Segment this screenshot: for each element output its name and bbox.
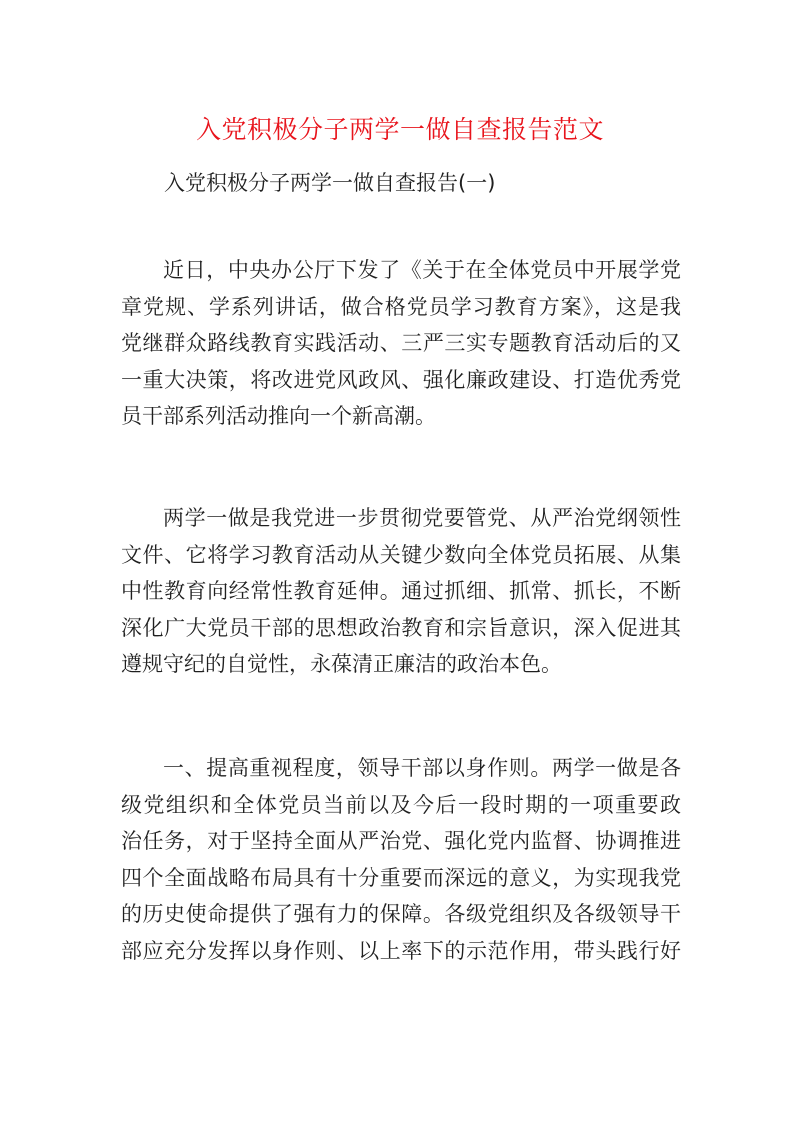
paragraph-line: 一重大决策，将改进党风政风、强化廉政建设、打造优秀党 bbox=[121, 367, 681, 392]
document-subtitle: 入党积极分子两学一做自查报告(一) bbox=[164, 171, 496, 195]
paragraph-line: 两学一做是我党进一步贯彻党要管党、从严治党纲领性 bbox=[163, 506, 681, 530]
paragraph-line: 中性教育向经常性教育延伸。通过抓细、抓常、抓长，不断 bbox=[121, 579, 681, 603]
paragraph-line: 近日，中央办公厅下发了《关于在全体党员中开展学党 bbox=[163, 258, 681, 282]
document-title: 入党积极分子两学一做自查报告范文 bbox=[195, 115, 604, 144]
paragraph-line: 文件、它将学习教育活动从关键少数向全体党员拓展、从集 bbox=[121, 542, 681, 567]
paragraph-3 bbox=[121, 750, 681, 969]
paragraph-line: 级党组织和全体党员当前以及今后一段时期的一项重要政 bbox=[121, 792, 681, 817]
paragraph-line: 的历史使命提供了强有力的保障。各级党组织及各级领导干 bbox=[121, 902, 681, 926]
paragraph-line: 部应充分发挥以身作则、以上率下的示范作用，带头践行好 bbox=[121, 938, 681, 963]
paragraph-2 bbox=[121, 500, 681, 683]
paragraph-line: 四个全面战略布局具有十分重要而深远的意义，为实现我党 bbox=[121, 865, 681, 890]
paragraph-line: 章党规、学系列讲话，做合格党员学习教育方案》，这是我 bbox=[121, 294, 681, 319]
paragraph-line: 党继群众路线教育实践活动、三严三实专题教育活动后的又 bbox=[121, 331, 681, 355]
paragraph-line: 员干部系列活动推向一个新高潮。 bbox=[121, 404, 436, 428]
paragraph-line: 深化广大党员干部的思想政治教育和宗旨意识，深入促进其 bbox=[121, 615, 681, 640]
paragraph-line: 一、提高重视程度，领导干部以身作则。两学一做是各 bbox=[163, 756, 681, 780]
paragraph-line: 治任务，对于坚持全面从严治党、强化党内监督、协调推进 bbox=[121, 829, 681, 853]
paragraph-1 bbox=[121, 252, 681, 435]
paragraph-line: 遵规守纪的自觉性，永葆清正廉洁的政治本色。 bbox=[121, 652, 562, 676]
